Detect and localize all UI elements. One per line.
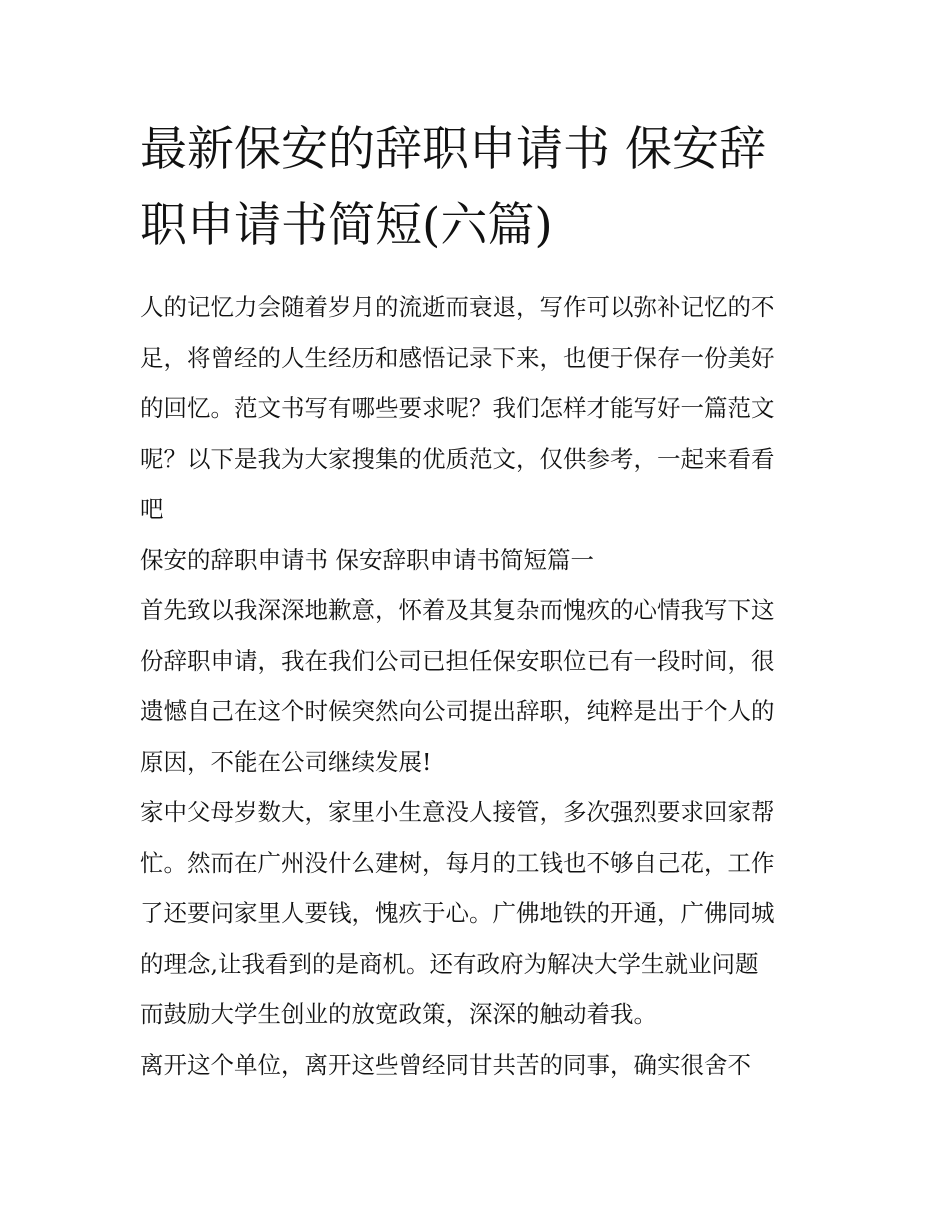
document-title: 最新保安的辞职申请书 保安辞 职申请书简短(六篇) <box>140 122 766 253</box>
intro-paragraph: 人的记忆力会随着岁月的流逝而衰退，写作可以弥补记忆的不 足，将曾经的人生经历和感悟记录下来，也便于保存一份美好 的回忆。范文书写有哪些要求呢？我们怎样才能写好一篇范文 呢？以下是我为大家搜集的优质范文，仅供参考，一起来看看 吧 <box>140 293 775 523</box>
document-page <box>140 112 815 1090</box>
body-paragraph-2: 家中父母岁数大，家里小生意没人接管，多次强烈要求回家帮 忙。然而在广州没什么建树，每月的工钱也不够自己花，工作 了还要问家里人要钱，愧疚于心。广佛地铁的开通，广佛同城 的理念,让我看到的是商机。还有政府为解决大学生就业问题 而鼓励大学生创业的放宽政策，深深的触动着我。 <box>140 798 775 1028</box>
body-paragraph-3: 离开这个单位，离开这些曾经同甘共苦的同事，确实很舍不 <box>140 1050 751 1079</box>
body-paragraph-1: 首先致以我深深地歉意，怀着及其复杂而愧疚的心情我写下这 份辞职申请，我在我们公司已担任保安职位已有一段时间，很 遗憾自己在这个时候突然向公司提出辞职，纯粹是出于个人的 原因，不能在公司继续发展! <box>140 596 775 776</box>
document-body <box>140 282 815 1090</box>
section-heading: 保安的辞职申请书 保安辞职申请书简短篇一 <box>140 545 594 574</box>
